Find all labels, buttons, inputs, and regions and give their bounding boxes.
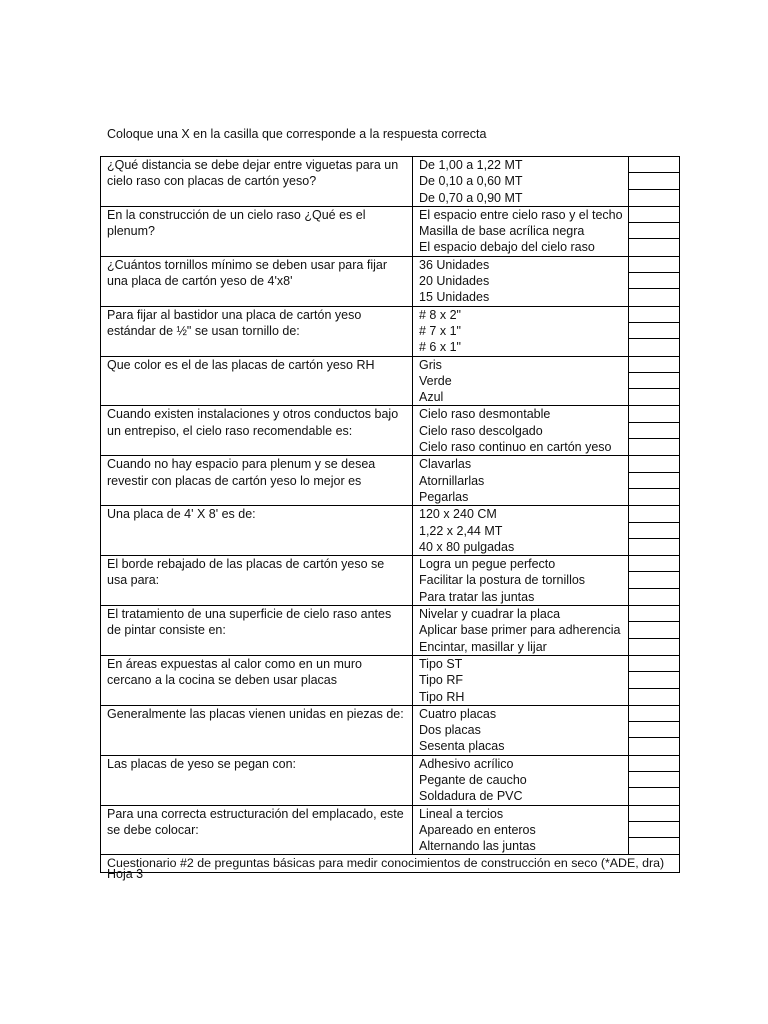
- answer-checkbox[interactable]: [629, 456, 679, 472]
- answer-checkbox[interactable]: [629, 489, 679, 504]
- answer-option: De 1,00 a 1,22 MT: [419, 158, 523, 172]
- answer-option: Dos placas: [419, 723, 481, 738]
- answer-checkboxes: [629, 705, 680, 755]
- answer-checkbox[interactable]: [629, 273, 679, 289]
- question-row: [101, 506, 680, 556]
- answer-option: Tipo RF: [419, 673, 463, 688]
- answer-option: # 7 x 1": [419, 323, 461, 338]
- sheet-label: Hoja 3: [107, 867, 144, 881]
- answer-checkbox[interactable]: [629, 622, 679, 638]
- answer-checkbox[interactable]: [629, 239, 679, 254]
- answer-option: Gris: [419, 357, 442, 372]
- question-row: [101, 256, 680, 306]
- answer-checkbox[interactable]: [629, 572, 679, 588]
- answer-checkboxes: [629, 506, 680, 556]
- answer-checkbox[interactable]: [629, 339, 679, 354]
- question-text: Las placas de yeso se pegan con:: [101, 755, 413, 805]
- answer-checkbox[interactable]: [629, 473, 679, 489]
- answer-checkbox[interactable]: [629, 207, 679, 223]
- answer-options: [413, 157, 629, 207]
- answer-checkboxes: [629, 206, 680, 256]
- answer-checkboxes: [629, 256, 680, 306]
- question-text: Una placa de 4' X 8' es de:: [101, 506, 413, 556]
- question-text: Para una correcta estructuración del emplacado, este se debe colocar:: [101, 805, 413, 855]
- answer-options: [413, 356, 629, 406]
- answer-checkbox[interactable]: [629, 656, 679, 672]
- answer-option: De 0,70 a 0,90 MT: [419, 190, 523, 205]
- answer-checkbox[interactable]: [629, 838, 679, 853]
- answer-option: Azul: [419, 390, 444, 405]
- answer-checkbox[interactable]: [629, 822, 679, 838]
- answer-option: Para tratar las juntas: [419, 589, 535, 604]
- answer-option: Verde: [419, 373, 452, 388]
- answer-checkbox[interactable]: [629, 357, 679, 373]
- question-text: Para fijar al bastidor una placa de cartón yeso estándar de ½" se usan tornillo de:: [101, 306, 413, 356]
- answer-checkbox[interactable]: [629, 389, 679, 404]
- answer-checkbox[interactable]: [629, 756, 679, 772]
- answer-checkboxes: [629, 805, 680, 855]
- question-row: [101, 705, 680, 755]
- answer-option: Lineal a tercios: [419, 806, 504, 821]
- question-row: [101, 157, 680, 207]
- answer-checkbox[interactable]: [629, 689, 679, 704]
- answer-options: [413, 755, 629, 805]
- answer-options: [413, 306, 629, 356]
- question-text: En la construcción de un cielo raso ¿Qué es el plenum?: [101, 206, 413, 256]
- answer-options: [413, 456, 629, 506]
- question-text: El tratamiento de una superficie de cielo raso antes de pintar consiste en:: [101, 606, 413, 656]
- answer-checkboxes: [629, 356, 680, 406]
- question-text: Que color es el de las placas de cartón yeso RH: [101, 356, 413, 406]
- answer-option: De 0,10 a 0,60 MT: [419, 174, 523, 189]
- answer-checkbox[interactable]: [629, 223, 679, 239]
- question-text: El borde rebajado de las placas de cartón yeso se usa para:: [101, 556, 413, 606]
- answer-options: [413, 705, 629, 755]
- answer-checkboxes: [629, 456, 680, 506]
- question-row: [101, 606, 680, 656]
- answer-option: 20 Unidades: [419, 274, 490, 289]
- quiz-table: [100, 156, 680, 873]
- answer-options: [413, 206, 629, 256]
- answer-option: Cielo raso desmontable: [419, 407, 551, 422]
- answer-option: Facilitar la postura de tornillos: [419, 573, 586, 588]
- answer-option: Cielo raso continuo en cartón yeso: [419, 440, 612, 455]
- answer-option: Tipo RH: [419, 689, 465, 704]
- answer-checkbox[interactable]: [629, 307, 679, 323]
- answer-option: Pegante de caucho: [419, 772, 527, 787]
- answer-checkboxes: [629, 755, 680, 805]
- answer-checkbox[interactable]: [629, 589, 679, 604]
- answer-option: El espacio debajo del cielo raso: [419, 240, 595, 255]
- answer-options: [413, 406, 629, 456]
- answer-option: Cielo raso descolgado: [419, 423, 543, 438]
- answer-checkbox[interactable]: [629, 157, 679, 173]
- quiz-footer: Cuestionario #2 de preguntas básicas para medir conocimientos de construcción en seco (*ADE, dra): [101, 855, 680, 872]
- answer-checkbox[interactable]: [629, 406, 679, 422]
- answer-checkboxes: [629, 556, 680, 606]
- answer-checkbox[interactable]: [629, 289, 679, 304]
- footer-row: [101, 855, 680, 872]
- answer-options: [413, 556, 629, 606]
- answer-checkbox[interactable]: [629, 257, 679, 273]
- question-text: Cuando no hay espacio para plenum y se desea revestir con placas de cartón yeso lo mejor es: [101, 456, 413, 506]
- answer-checkbox[interactable]: [629, 423, 679, 439]
- answer-checkboxes: [629, 406, 680, 456]
- question-text: Generalmente las placas vienen unidas en piezas de:: [101, 705, 413, 755]
- answer-option: # 6 x 1": [419, 340, 461, 355]
- answer-checkbox[interactable]: [629, 788, 679, 803]
- question-text: ¿Cuántos tornillos mínimo se deben usar para fijar una placa de cartón yeso de 4'x8': [101, 256, 413, 306]
- answer-option: El espacio entre cielo raso y el techo: [419, 207, 623, 222]
- answer-options: [413, 655, 629, 705]
- answer-option: Logra un pegue perfecto: [419, 557, 556, 572]
- answer-option: 36 Unidades: [419, 257, 490, 272]
- answer-option: Apareado en enteros: [419, 822, 536, 837]
- question-row: [101, 356, 680, 406]
- answer-option: 40 x 80 pulgadas: [419, 539, 515, 554]
- question-row: [101, 406, 680, 456]
- question-row: [101, 456, 680, 506]
- answer-option: Encintar, masillar y lijar: [419, 639, 547, 654]
- answer-checkbox[interactable]: [629, 173, 679, 189]
- answer-option: Tipo ST: [419, 656, 463, 671]
- answer-checkbox[interactable]: [629, 539, 679, 554]
- answer-option: Soldadura de PVC: [419, 789, 523, 804]
- instruction-text: Coloque una X en la casilla que corresponde a la respuesta correcta: [107, 127, 487, 141]
- question-row: [101, 306, 680, 356]
- answer-checkbox[interactable]: [629, 556, 679, 572]
- answer-option: Sesenta placas: [419, 739, 505, 754]
- question-row: [101, 206, 680, 256]
- answer-checkbox[interactable]: [629, 373, 679, 389]
- answer-option: Adhesivo acrílico: [419, 756, 514, 771]
- answer-checkbox[interactable]: [629, 706, 679, 722]
- answer-checkbox[interactable]: [629, 639, 679, 654]
- answer-option: Pegarlas: [419, 489, 469, 504]
- answer-option: Cuatro placas: [419, 706, 497, 721]
- answer-checkbox[interactable]: [629, 772, 679, 788]
- answer-checkboxes: [629, 157, 680, 207]
- answer-option: Masilla de base acrílica negra: [419, 224, 585, 239]
- answer-option: Clavarlas: [419, 457, 472, 472]
- question-row: [101, 655, 680, 705]
- quiz-table-body: [101, 157, 680, 855]
- answer-checkbox[interactable]: [629, 323, 679, 339]
- question-text: ¿Qué distancia se debe dejar entre viguetas para un cielo raso con placas de cartón yeso?: [101, 157, 413, 207]
- answer-options: [413, 805, 629, 855]
- answer-checkbox[interactable]: [629, 190, 679, 205]
- question-row: [101, 556, 680, 606]
- answer-options: [413, 506, 629, 556]
- answer-checkbox[interactable]: [629, 672, 679, 688]
- answer-option: Alternando las juntas: [419, 839, 536, 854]
- question-text: Cuando existen instalaciones y otros conductos bajo un entrepiso, el cielo raso recomendable es:: [101, 406, 413, 456]
- answer-option: 15 Unidades: [419, 290, 490, 305]
- answer-checkbox[interactable]: [629, 606, 679, 622]
- answer-checkbox[interactable]: [629, 506, 679, 522]
- answer-option: 1,22 x 2,44 MT: [419, 523, 503, 538]
- answer-option: Nivelar y cuadrar la placa: [419, 607, 561, 622]
- answer-checkbox[interactable]: [629, 523, 679, 539]
- answer-options: [413, 256, 629, 306]
- answer-checkbox[interactable]: [629, 722, 679, 738]
- answer-checkboxes: [629, 655, 680, 705]
- answer-checkbox[interactable]: [629, 738, 679, 753]
- answer-checkboxes: [629, 306, 680, 356]
- answer-option: Aplicar base primer para adherencia: [419, 623, 621, 638]
- answer-checkbox[interactable]: [629, 806, 679, 822]
- answer-option: Atornillarlas: [419, 473, 485, 488]
- answer-option: # 8 x 2": [419, 307, 461, 322]
- answer-checkboxes: [629, 606, 680, 656]
- answer-checkbox[interactable]: [629, 439, 679, 454]
- question-text: En áreas expuestas al calor como en un muro cercano a la cocina se deben usar placas: [101, 655, 413, 705]
- answer-option: 120 x 240 CM: [419, 507, 497, 522]
- question-row: [101, 755, 680, 805]
- answer-options: [413, 606, 629, 656]
- question-row: [101, 805, 680, 855]
